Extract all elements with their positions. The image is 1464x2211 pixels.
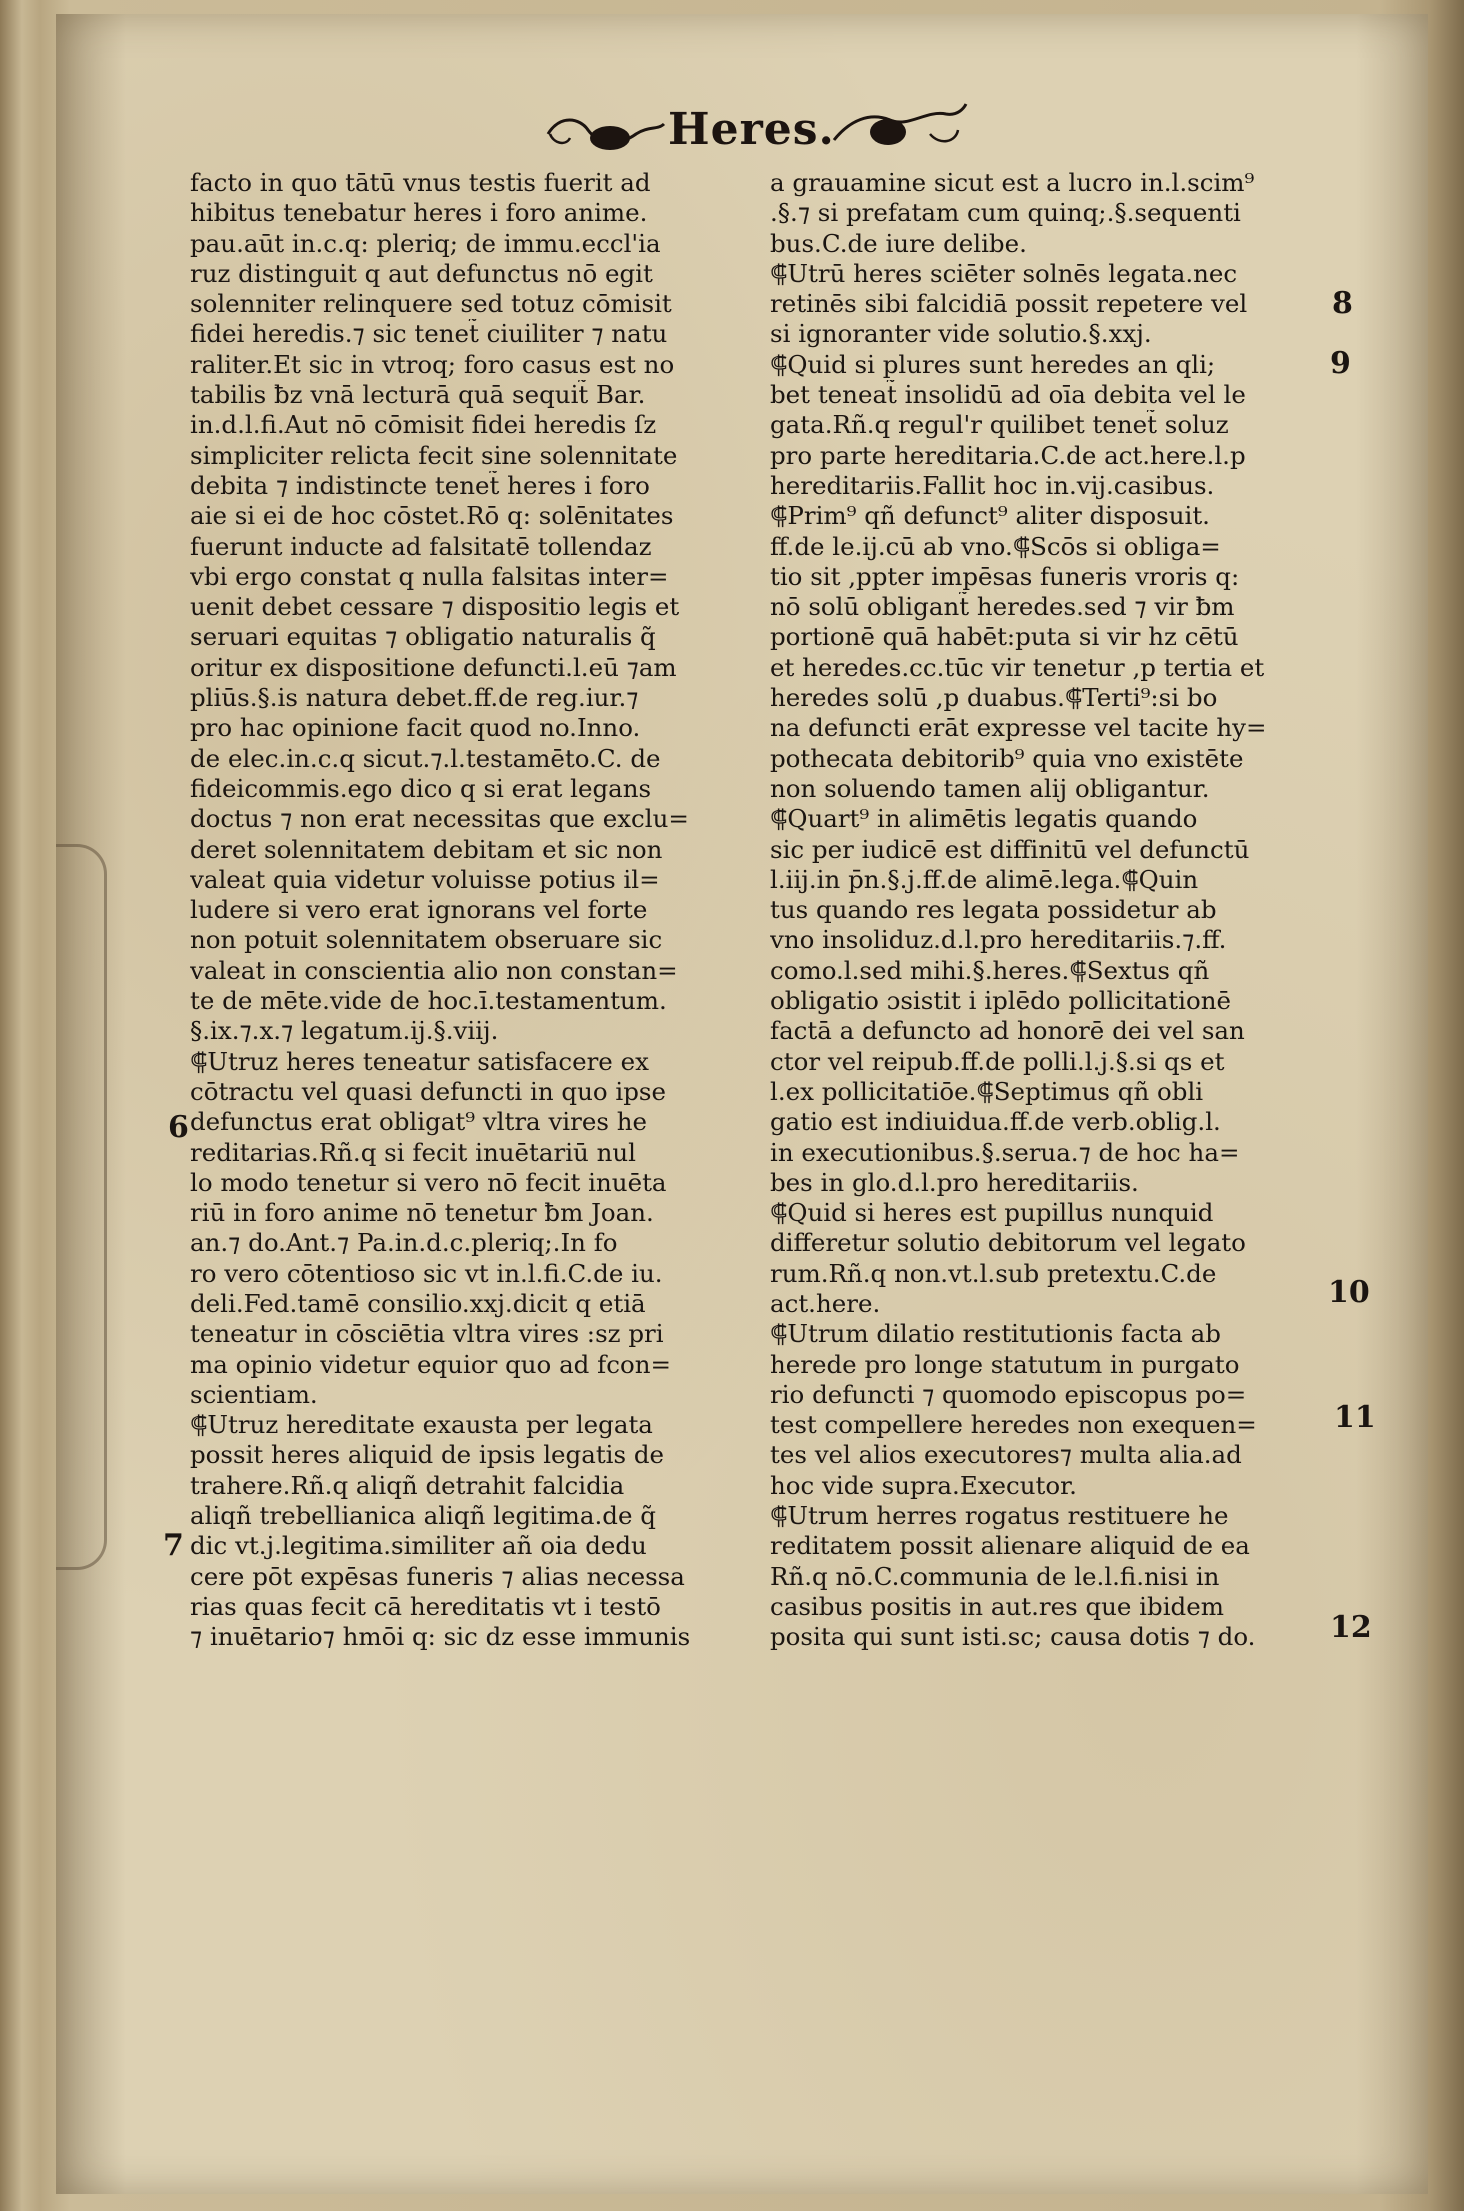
text-line: retinēs sibi falcidiā possit repetere vel <box>770 289 1248 319</box>
text-line: reditatem possit alienare aliquid de ea <box>770 1531 1250 1561</box>
section-number: 12 <box>1330 1610 1372 1645</box>
text-line: ⸿Quart⁹ in alimētis legatis quando <box>770 804 1198 834</box>
text-line: bus.C.de iure delibe. <box>770 228 1027 258</box>
text-line: rio defuncti ⁊ quomodo episcopus po= <box>770 1379 1247 1409</box>
text-line: ma opinio videtur equior quo ad fcon= <box>190 1349 672 1379</box>
text-line: raliter.Et sic in vtroq; foro casus est no <box>190 349 675 379</box>
section-number: 9 <box>1330 346 1351 381</box>
text-line: non soluendo tamen alij obligantur. <box>770 773 1210 803</box>
text-line: ruz distinguit q aut defunctus nō egit <box>190 258 653 288</box>
text-line: pro parte hereditaria.C.de act.here.l.p <box>770 440 1246 470</box>
text-line: ff.de le.ij.cū ab vno.⸿Scōs si obliga= <box>770 531 1221 561</box>
text-line: differetur solutio debitorum vel legato <box>770 1228 1246 1258</box>
text-line: §.ix.⁊.x.⁊ legatum.ij.§.viij. <box>190 1016 499 1046</box>
text-line: si ignoranter vide solutio.§.xxj. <box>770 319 1152 349</box>
text-line: casibus positis in aut.res que ibidem <box>770 1591 1224 1621</box>
text-line: aie si ei de hoc cōstet.Rō q: solēnitates <box>190 501 674 531</box>
text-line: gatio est indiuidua.ff.de verb.oblig.l. <box>770 1107 1221 1137</box>
text-line: possit heres aliquid de ipsis legatis de <box>190 1440 665 1470</box>
text-line: Rñ.q nō.C.communia de le.l.fi.nisi in <box>770 1561 1220 1591</box>
text-line: bes in glo.d.l.pro hereditariis. <box>770 1167 1139 1197</box>
text-line: ⸿Utrum dilatio restitutionis facta ab <box>770 1319 1221 1349</box>
text-line: de elec.in.c.q sicut.⁊.l.testamēto.C. de <box>190 743 661 773</box>
text-line: tus quando res legata possidetur ab <box>770 895 1217 925</box>
text-line: cōtractu vel quasi defuncti in quo ipse <box>190 1076 666 1106</box>
left-column <box>190 168 750 1653</box>
text-line: l.iij.in p̄n.§.j.ff.de alimē.lega.⸿Quin <box>770 864 1199 894</box>
section-number: 11 <box>1334 1400 1376 1435</box>
text-line: in.d.l.fi.Aut nō cōmisit fidei heredis ſz <box>190 410 657 440</box>
text-line: obligatio ɔsistit i iplēdo pollicitationē <box>770 986 1231 1016</box>
section-number: 8 <box>1332 286 1353 321</box>
text-line: pro hac opinione facit quod no.Inno. <box>190 713 641 743</box>
text-line: ⸿Quid si plures sunt heredes an qli; <box>770 349 1216 379</box>
text-line: portionē quā habēt:puta si vir hz cētū <box>770 622 1239 652</box>
text-line: a grauamine sicut est a lucro in.l.scim⁹ <box>770 168 1255 197</box>
text-line: heredes solū ,p duabus.⸿Terti⁹:si bo <box>770 683 1218 713</box>
right-ornament-icon <box>830 100 970 160</box>
text-line: defunctus erat obligat⁹ vltra vires he <box>190 1107 647 1137</box>
text-line: nō solū obligant̃ heredes.sed ⁊ vir ƀm <box>770 592 1235 622</box>
section-number: 7 <box>163 1528 184 1563</box>
text-line: solenniter relinquere sed totuz cōmisit <box>190 289 672 319</box>
text-line: riū in foro anime nō tenetur ƀm Joan. <box>190 1198 654 1228</box>
text-line: herede pro longe statutum in purgato <box>770 1349 1240 1379</box>
text-line: ⸿Quid si heres est pupillus nunquid <box>770 1198 1214 1228</box>
text-line: valeat quia videtur voluisse potius il= <box>190 864 660 894</box>
text-line: rias quas fecit cā hereditatis vt i testō <box>190 1591 661 1621</box>
page-clip-shadow <box>56 844 107 1570</box>
right-column <box>770 168 1340 1653</box>
section-number: 10 <box>1328 1275 1370 1310</box>
left-ornament-icon <box>540 104 670 164</box>
text-line: tabilis ƀz vnā lecturā quā sequit̃ Bar. <box>190 380 646 410</box>
text-line: non potuit solennitatem obseruare sic <box>190 925 663 955</box>
text-line: hibitus tenebatur heres i foro anime. <box>190 198 648 228</box>
text-line: test compellere heredes non exequen= <box>770 1410 1257 1440</box>
text-line: pliūs.§.is natura debet.ff.de reg.iur.⁊ <box>190 683 639 713</box>
text-line: aliqñ trebellianica aliqñ legitima.de q̃ <box>190 1501 656 1531</box>
text-line: tes vel alios executores⁊ multa alia.ad <box>770 1440 1242 1470</box>
text-line: vno insoliduz.d.l.pro hereditariis.⁊.ff. <box>770 925 1227 955</box>
text-line: te de mēte.vide de hoc.ī.testamentum. <box>190 986 667 1016</box>
text-line: scientiam. <box>190 1379 318 1409</box>
running-head-title: Heres. <box>668 104 835 155</box>
text-line: tio sit ,ppter impēsas funeris vroris q: <box>770 561 1240 591</box>
section-number: 6 <box>168 1110 189 1145</box>
text-line: bet teneat̃ insolidū ad oīa debita vel le <box>770 380 1246 410</box>
text-line: ⸿Utrum herres rogatus restituere he <box>770 1501 1229 1531</box>
text-line: hoc vide supra.Executor. <box>770 1470 1077 1500</box>
text-line: lo modo tenetur si vero nō fecit inuēta <box>190 1167 667 1197</box>
text-line: fideicommis.ego dico q si erat legans <box>190 773 652 803</box>
text-line: valeat in conscientia alio non constan= <box>190 955 678 985</box>
text-line: cere pōt expēsas funeris ⁊ alias necessa <box>190 1561 685 1591</box>
text-line: l.ex pollicitatiōe.⸿Septimus qñ obli <box>770 1076 1204 1106</box>
text-line: deli.Fed.tamē consilio.xxj.dicit q etiā <box>190 1288 646 1318</box>
text-line: ⸿Prim⁹ qñ defunct⁹ aliter disposuit. <box>770 501 1210 531</box>
text-line: trahere.Rñ.q aliqñ detrahit falcidia <box>190 1470 625 1500</box>
text-line: hereditariis.Fallit hoc in.vij.casibus. <box>770 470 1215 500</box>
text-line: vbi ergo constat q nulla falsitas inter= <box>190 561 669 591</box>
text-line: na defuncti erāt expresse vel tacite hy= <box>770 713 1267 743</box>
text-line: sic per iudicē est diffinitū vel defunctū <box>770 834 1250 864</box>
text-line: simpliciter relicta fecit sine solennitate <box>190 440 678 470</box>
text-line: deret solennitatem debitam et sic non <box>190 834 663 864</box>
text-line: uenit debet cessare ⁊ dispositio legis et <box>190 592 680 622</box>
text-line: ro vero cōtentioso sic vt in.l.fi.C.de iu. <box>190 1258 663 1288</box>
text-line: ⸿Utruz hereditate exausta per legata <box>190 1410 653 1440</box>
text-line: reditarias.Rñ.q si fecit inuētariū nul <box>190 1137 636 1167</box>
text-line: pau.aūt in.c.q: pleriq; de immu.eccl'ia <box>190 228 661 258</box>
text-line: doctus ⁊ non erat necessitas que exclu= <box>190 804 689 834</box>
text-line: ⸿Utruz heres teneatur satisfacere ex <box>190 1046 649 1076</box>
text-line: ctor vel reipub.ff.de polli.l.j.§.si qs et <box>770 1046 1225 1076</box>
running-head <box>540 96 970 166</box>
text-line: ⸿Utrū heres sciēter solnēs legata.nec <box>770 258 1238 288</box>
text-line: oritur ex dispositione defuncti.l.eū ⁊am <box>190 652 677 682</box>
text-line: rum.Rñ.q non.vt.l.sub pretextu.C.de <box>770 1258 1217 1288</box>
text-line: como.l.sed mihi.§.heres.⸿Sextus qñ <box>770 955 1210 985</box>
text-line: debita ⁊ indistincte tenet̃ heres i foro <box>190 470 650 500</box>
text-line: fidei heredis.⁊ sic tenet̃ ciuiliter ⁊ natu <box>190 319 668 349</box>
text-line: pothecata debitorib⁹ quia vno existēte <box>770 743 1244 773</box>
text-line: fuerunt inducte ad falsitatē tollendaz <box>190 531 652 561</box>
text-line: gata.Rñ.q regul'r quilibet tenet̃ soluz <box>770 410 1229 440</box>
text-line: dic vt.j.legitima.similiter añ oia dedu <box>190 1531 647 1561</box>
text-line: ⁊ inuētario⁊ hmōi q: sic dz esse immunis <box>190 1622 691 1652</box>
text-line: an.⁊ do.Ant.⁊ Pa.in.d.c.pleriq;.In fo <box>190 1228 618 1258</box>
text-line: in executionibus.§.serua.⁊ de hoc ha= <box>770 1137 1240 1167</box>
text-line: et heredes.cc.tūc vir tenetur ,p tertia et <box>770 652 1265 682</box>
text-line: act.here. <box>770 1288 881 1318</box>
text-line: teneatur in cōsciētia vltra vires :sz pri <box>190 1319 664 1349</box>
text-line: facto in quo tātū vnus testis fuerit ad <box>190 168 651 197</box>
text-line: .§.⁊ si prefatam cum quinq;.§.sequenti <box>770 198 1241 228</box>
text-line: ludere si vero erat ignorans vel forte <box>190 895 648 925</box>
text-line: seruari equitas ⁊ obligatio naturalis q̃ <box>190 622 656 652</box>
text-line: posita qui sunt isti.sc; causa dotis ⁊ do. <box>770 1622 1256 1652</box>
text-line: factā a defuncto ad honorē dei vel san <box>770 1016 1245 1046</box>
